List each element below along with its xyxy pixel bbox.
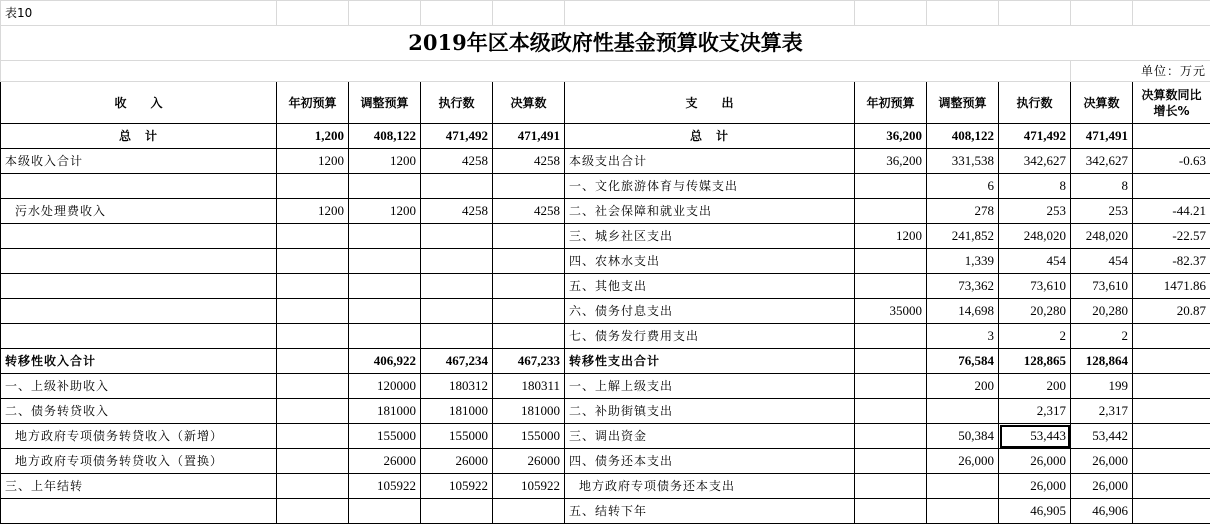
income-adjusted-cell[interactable] xyxy=(349,299,421,324)
expense-executed-cell[interactable]: 454 xyxy=(999,249,1071,274)
empty-cell[interactable] xyxy=(927,1,999,26)
table-row xyxy=(1,224,1210,249)
income-name-cell[interactable] xyxy=(1,174,277,199)
expense-final-cell[interactable]: 454 xyxy=(1071,249,1133,274)
expense-final-cell[interactable]: 26,000 xyxy=(1071,449,1133,474)
expense-budget-cell[interactable] xyxy=(855,399,927,424)
income-executed-cell[interactable] xyxy=(421,274,493,299)
table-row xyxy=(1,449,1210,474)
income-executed-cell[interactable]: 105922 xyxy=(421,474,493,499)
empty-cell[interactable] xyxy=(421,1,493,26)
empty-cell[interactable] xyxy=(1,61,1071,82)
expense-adjusted-cell[interactable] xyxy=(927,399,999,424)
table-row xyxy=(1,274,1210,299)
income-final-cell[interactable]: 4258 xyxy=(493,199,565,224)
income-budget-cell[interactable] xyxy=(277,224,349,249)
expense-final-cell[interactable]: 26,000 xyxy=(1071,474,1133,499)
income-executed-cell[interactable] xyxy=(421,499,493,524)
header-in-adjusted[interactable]: 调整预算 xyxy=(349,82,421,124)
expense-name-cell[interactable]: 五、结转下年 xyxy=(565,499,855,524)
expense-adjusted-cell[interactable]: 241,852 xyxy=(927,224,999,249)
income-name-cell[interactable]: 地方政府专项债务转贷收入（新增） xyxy=(1,424,277,449)
income-name-cell[interactable]: 转移性收入合计 xyxy=(1,349,277,374)
income-executed-cell[interactable] xyxy=(421,324,493,349)
expense-final-cell[interactable]: 342,627 xyxy=(1071,149,1133,174)
table-row xyxy=(1,124,1210,149)
table-tag[interactable]: 表10 xyxy=(1,1,277,26)
income-executed-cell[interactable] xyxy=(421,224,493,249)
income-name-cell[interactable] xyxy=(1,299,277,324)
income-executed-cell[interactable]: 467,234 xyxy=(421,349,493,374)
income-budget-cell[interactable] xyxy=(277,424,349,449)
expense-executed-cell[interactable]: 200 xyxy=(999,374,1071,399)
income-adjusted-cell[interactable] xyxy=(349,174,421,199)
expense-final-cell[interactable]: 253 xyxy=(1071,199,1133,224)
expense-adjusted-cell[interactable]: 200 xyxy=(927,374,999,399)
income-name-cell[interactable] xyxy=(1,274,277,299)
expense-name-cell[interactable]: 转移性支出合计 xyxy=(565,349,855,374)
expense-executed-cell[interactable]: 8 xyxy=(999,174,1071,199)
expense-budget-cell[interactable] xyxy=(855,324,927,349)
income-budget-cell[interactable]: 1,200 xyxy=(277,124,349,149)
header-expense[interactable]: 支 出 xyxy=(565,82,855,124)
expense-budget-cell[interactable] xyxy=(855,349,927,374)
growth-cell[interactable]: -82.37 xyxy=(1133,249,1210,274)
expense-name-cell[interactable]: 一、文化旅游体育与传媒支出 xyxy=(565,174,855,199)
income-final-cell[interactable]: 105922 xyxy=(493,474,565,499)
expense-adjusted-cell[interactable]: 50,384 xyxy=(927,424,999,449)
income-executed-cell[interactable] xyxy=(421,249,493,274)
income-name-cell[interactable]: 三、上年结转 xyxy=(1,474,277,499)
income-executed-cell[interactable]: 180312 xyxy=(421,374,493,399)
expense-budget-cell[interactable] xyxy=(855,499,927,524)
income-name-cell[interactable]: 污水处理费收入 xyxy=(1,199,277,224)
expense-final-cell[interactable]: 2,317 xyxy=(1071,399,1133,424)
growth-cell[interactable] xyxy=(1133,499,1210,524)
income-name-cell[interactable]: 地方政府专项债务转贷收入（置换） xyxy=(1,449,277,474)
expense-name-cell[interactable]: 二、社会保障和就业支出 xyxy=(565,199,855,224)
expense-adjusted-cell[interactable]: 73,362 xyxy=(927,274,999,299)
expense-executed-cell[interactable]: 53,443 xyxy=(999,424,1071,449)
expense-executed-cell[interactable]: 128,865 xyxy=(999,349,1071,374)
expense-adjusted-cell[interactable]: 1,339 xyxy=(927,249,999,274)
table-row xyxy=(1,474,1210,499)
table-row xyxy=(1,424,1210,449)
expense-final-cell[interactable]: 2 xyxy=(1071,324,1133,349)
income-adjusted-cell[interactable]: 1200 xyxy=(349,199,421,224)
income-name-cell[interactable]: 本级收入合计 xyxy=(1,149,277,174)
expense-budget-cell[interactable] xyxy=(855,374,927,399)
income-budget-cell[interactable] xyxy=(277,174,349,199)
income-name-cell[interactable] xyxy=(1,499,277,524)
header-ex-budget[interactable]: 年初预算 xyxy=(855,82,927,124)
growth-cell[interactable] xyxy=(1133,324,1210,349)
expense-budget-cell[interactable]: 35000 xyxy=(855,299,927,324)
income-final-cell[interactable] xyxy=(493,324,565,349)
income-budget-cell[interactable]: 1200 xyxy=(277,199,349,224)
income-budget-cell[interactable] xyxy=(277,249,349,274)
table-row xyxy=(1,324,1210,349)
income-adjusted-cell[interactable] xyxy=(349,249,421,274)
income-name-cell[interactable]: 一、上级补助收入 xyxy=(1,374,277,399)
income-budget-cell[interactable] xyxy=(277,474,349,499)
expense-final-cell[interactable]: 128,864 xyxy=(1071,349,1133,374)
header-income[interactable]: 收 入 xyxy=(1,82,277,124)
growth-cell[interactable]: 20.87 xyxy=(1133,299,1210,324)
income-final-cell[interactable]: 180311 xyxy=(493,374,565,399)
expense-executed-cell[interactable]: 2 xyxy=(999,324,1071,349)
expense-executed-cell[interactable]: 342,627 xyxy=(999,149,1071,174)
empty-cell[interactable] xyxy=(349,1,421,26)
income-budget-cell[interactable] xyxy=(277,274,349,299)
income-final-cell[interactable]: 155000 xyxy=(493,424,565,449)
expense-final-cell[interactable]: 248,020 xyxy=(1071,224,1133,249)
expense-final-cell[interactable]: 53,442 xyxy=(1071,424,1133,449)
empty-cell[interactable] xyxy=(565,1,855,26)
header-in-executed[interactable]: 执行数 xyxy=(421,82,493,124)
expense-executed-cell[interactable]: 20,280 xyxy=(999,299,1071,324)
header-row xyxy=(1,82,1210,124)
income-budget-cell[interactable] xyxy=(277,374,349,399)
income-adjusted-cell[interactable] xyxy=(349,274,421,299)
growth-cell[interactable]: 1471.86 xyxy=(1133,274,1210,299)
empty-cell[interactable] xyxy=(493,1,565,26)
expense-budget-cell[interactable] xyxy=(855,424,927,449)
expense-executed-cell[interactable]: 26,000 xyxy=(999,474,1071,499)
growth-cell[interactable] xyxy=(1133,124,1210,149)
expense-executed-cell[interactable]: 73,610 xyxy=(999,274,1071,299)
income-executed-cell[interactable]: 471,492 xyxy=(421,124,493,149)
expense-name-cell[interactable]: 三、城乡社区支出 xyxy=(565,224,855,249)
table-row xyxy=(1,149,1210,174)
income-executed-cell[interactable]: 181000 xyxy=(421,399,493,424)
expense-adjusted-cell[interactable]: 6 xyxy=(927,174,999,199)
growth-cell[interactable] xyxy=(1133,449,1210,474)
growth-cell[interactable]: -0.63 xyxy=(1133,149,1210,174)
table-row xyxy=(1,199,1210,224)
table-row xyxy=(1,399,1210,424)
income-budget-cell[interactable] xyxy=(277,449,349,474)
table-row xyxy=(1,299,1210,324)
income-adjusted-cell[interactable] xyxy=(349,499,421,524)
expense-adjusted-cell[interactable]: 331,538 xyxy=(927,149,999,174)
table-row xyxy=(1,349,1210,374)
expense-adjusted-cell[interactable]: 76,584 xyxy=(927,349,999,374)
expense-name-cell[interactable]: 六、债务付息支出 xyxy=(565,299,855,324)
income-name-cell[interactable]: 二、债务转贷收入 xyxy=(1,399,277,424)
expense-budget-cell[interactable] xyxy=(855,174,927,199)
income-budget-cell[interactable] xyxy=(277,399,349,424)
expense-budget-cell[interactable] xyxy=(855,449,927,474)
income-executed-cell[interactable]: 26000 xyxy=(421,449,493,474)
income-budget-cell[interactable] xyxy=(277,349,349,374)
growth-cell[interactable] xyxy=(1133,374,1210,399)
header-in-final[interactable]: 决算数 xyxy=(493,82,565,124)
expense-budget-cell[interactable]: 36,200 xyxy=(855,124,927,149)
header-ex-executed[interactable]: 执行数 xyxy=(999,82,1071,124)
income-adjusted-cell[interactable]: 105922 xyxy=(349,474,421,499)
income-executed-cell[interactable]: 155000 xyxy=(421,424,493,449)
income-final-cell[interactable]: 181000 xyxy=(493,399,565,424)
income-adjusted-cell[interactable]: 155000 xyxy=(349,424,421,449)
income-adjusted-cell[interactable]: 181000 xyxy=(349,399,421,424)
expense-adjusted-cell[interactable] xyxy=(927,499,999,524)
header-ex-adjusted[interactable]: 调整预算 xyxy=(927,82,999,124)
income-name-cell[interactable] xyxy=(1,324,277,349)
expense-name-cell[interactable]: 四、农林水支出 xyxy=(565,249,855,274)
growth-cell[interactable]: -22.57 xyxy=(1133,224,1210,249)
expense-name-cell[interactable]: 本级支出合计 xyxy=(565,149,855,174)
growth-cell[interactable] xyxy=(1133,174,1210,199)
income-executed-cell[interactable]: 4258 xyxy=(421,149,493,174)
income-name-cell[interactable] xyxy=(1,249,277,274)
expense-budget-cell[interactable]: 1200 xyxy=(855,224,927,249)
expense-name-cell[interactable]: 总 计 xyxy=(565,124,855,149)
income-adjusted-cell[interactable]: 406,922 xyxy=(349,349,421,374)
expense-name-cell[interactable]: 四、债务还本支出 xyxy=(565,449,855,474)
income-executed-cell[interactable] xyxy=(421,299,493,324)
expense-budget-cell[interactable] xyxy=(855,199,927,224)
table-row xyxy=(1,374,1210,399)
expense-adjusted-cell[interactable]: 26,000 xyxy=(927,449,999,474)
empty-cell[interactable] xyxy=(999,1,1071,26)
expense-final-cell[interactable]: 73,610 xyxy=(1071,274,1133,299)
income-budget-cell[interactable] xyxy=(277,299,349,324)
expense-executed-cell[interactable]: 2,317 xyxy=(999,399,1071,424)
growth-cell[interactable] xyxy=(1133,349,1210,374)
table-row xyxy=(1,174,1210,199)
expense-adjusted-cell[interactable] xyxy=(927,474,999,499)
empty-cell[interactable] xyxy=(277,1,349,26)
expense-executed-cell[interactable]: 471,492 xyxy=(999,124,1071,149)
income-final-cell[interactable] xyxy=(493,174,565,199)
header-growth[interactable]: 决算数同比增长% xyxy=(1133,82,1210,124)
expense-final-cell[interactable]: 20,280 xyxy=(1071,299,1133,324)
expense-budget-cell[interactable] xyxy=(855,249,927,274)
expense-name-cell[interactable]: 二、补助街镇支出 xyxy=(565,399,855,424)
expense-name-cell[interactable]: 五、其他支出 xyxy=(565,274,855,299)
income-adjusted-cell[interactable] xyxy=(349,224,421,249)
income-final-cell[interactable]: 26000 xyxy=(493,449,565,474)
expense-budget-cell[interactable]: 36,200 xyxy=(855,149,927,174)
income-adjusted-cell[interactable]: 408,122 xyxy=(349,124,421,149)
header-ex-final[interactable]: 决算数 xyxy=(1071,82,1133,124)
expense-budget-cell[interactable] xyxy=(855,474,927,499)
income-budget-cell[interactable]: 1200 xyxy=(277,149,349,174)
income-final-cell[interactable] xyxy=(493,299,565,324)
header-in-budget[interactable]: 年初预算 xyxy=(277,82,349,124)
expense-adjusted-cell[interactable]: 408,122 xyxy=(927,124,999,149)
income-final-cell[interactable]: 467,233 xyxy=(493,349,565,374)
expense-name-cell[interactable]: 一、上解上级支出 xyxy=(565,374,855,399)
expense-executed-cell[interactable]: 26,000 xyxy=(999,449,1071,474)
expense-executed-cell[interactable]: 248,020 xyxy=(999,224,1071,249)
income-adjusted-cell[interactable] xyxy=(349,324,421,349)
expense-final-cell[interactable]: 46,906 xyxy=(1071,499,1133,524)
income-final-cell[interactable]: 4258 xyxy=(493,149,565,174)
income-name-cell[interactable]: 总 计 xyxy=(1,124,277,149)
expense-budget-cell[interactable] xyxy=(855,274,927,299)
empty-cell[interactable] xyxy=(1071,1,1133,26)
income-budget-cell[interactable] xyxy=(277,499,349,524)
income-final-cell[interactable] xyxy=(493,249,565,274)
growth-cell[interactable] xyxy=(1133,399,1210,424)
income-executed-cell[interactable]: 4258 xyxy=(421,199,493,224)
income-budget-cell[interactable] xyxy=(277,324,349,349)
income-final-cell[interactable]: 471,491 xyxy=(493,124,565,149)
expense-name-cell[interactable]: 地方政府专项债务还本支出 xyxy=(565,474,855,499)
income-adjusted-cell[interactable]: 26000 xyxy=(349,449,421,474)
growth-cell[interactable] xyxy=(1133,424,1210,449)
expense-name-cell[interactable]: 七、债务发行费用支出 xyxy=(565,324,855,349)
sheet-title[interactable]: 2019年区本级政府性基金预算收支决算表 xyxy=(1,26,1210,61)
expense-final-cell[interactable]: 471,491 xyxy=(1071,124,1133,149)
expense-adjusted-cell[interactable]: 14,698 xyxy=(927,299,999,324)
income-final-cell[interactable] xyxy=(493,224,565,249)
expense-final-cell[interactable]: 8 xyxy=(1071,174,1133,199)
expense-adjusted-cell[interactable]: 278 xyxy=(927,199,999,224)
expense-adjusted-cell[interactable]: 3 xyxy=(927,324,999,349)
expense-executed-cell[interactable]: 253 xyxy=(999,199,1071,224)
expense-name-cell[interactable]: 三、调出资金 xyxy=(565,424,855,449)
income-final-cell[interactable] xyxy=(493,499,565,524)
income-name-cell[interactable] xyxy=(1,224,277,249)
unit-label[interactable]: 单位：万元 xyxy=(1071,61,1210,82)
income-adjusted-cell[interactable]: 1200 xyxy=(349,149,421,174)
expense-final-cell[interactable]: 199 xyxy=(1071,374,1133,399)
table-row xyxy=(1,499,1210,524)
table-row xyxy=(1,249,1210,274)
growth-cell[interactable] xyxy=(1133,474,1210,499)
expense-executed-cell[interactable]: 46,905 xyxy=(999,499,1071,524)
empty-cell[interactable] xyxy=(855,1,927,26)
income-adjusted-cell[interactable]: 120000 xyxy=(349,374,421,399)
income-final-cell[interactable] xyxy=(493,274,565,299)
income-executed-cell[interactable] xyxy=(421,174,493,199)
empty-cell[interactable] xyxy=(1133,1,1210,26)
growth-cell[interactable]: -44.21 xyxy=(1133,199,1210,224)
